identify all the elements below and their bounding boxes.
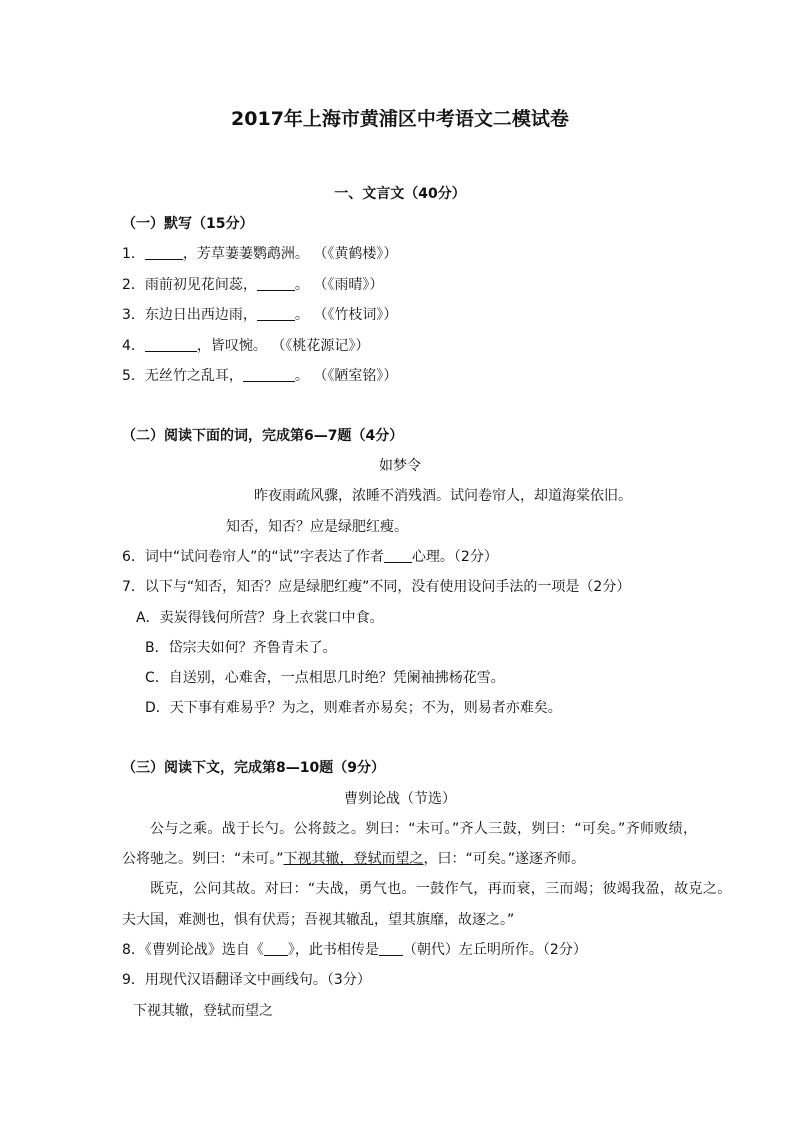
- passage-line: 既克，公问其故。对曰：“夫战，勇气也。一鼓作气，再而衰，三而竭；彼竭我盈，故克之。: [150, 881, 732, 897]
- question-text: 。 （《竹枝词》）: [294, 307, 398, 323]
- section-heading-classical-chinese: 一、文言文（40分）: [334, 186, 466, 202]
- underlined-sentence: 下视其辙，登轼而望之: [283, 851, 424, 867]
- part2-heading: （二）阅读下面的词，完成第6—7题（4分）: [122, 428, 404, 444]
- poem-line: 昨夜雨疏风骤，浓睡不消残酒。试问卷帘人，却道海棠依旧。: [254, 488, 632, 504]
- question-4: [122, 337, 369, 355]
- question-number: 4．: [122, 338, 145, 354]
- question-text: 无丝竹之乱耳，: [144, 368, 243, 384]
- option-a: A．卖炭得钱何所营？身上衣裳口中食。: [136, 610, 384, 626]
- option-c: C．自送别，心难舍，一点相思几时绝？凭阑袖拂杨花雪。: [145, 670, 505, 686]
- answer-blank: [257, 306, 295, 321]
- answer-blank: [257, 276, 295, 291]
- answer-blank: [384, 548, 412, 563]
- question-number: 2．: [122, 277, 145, 293]
- question-text: 》，此书相传是: [287, 942, 379, 958]
- question-1: [122, 245, 397, 263]
- question-text: 6．词中“试问卷帘人”的“试”字表达了作者: [122, 549, 384, 565]
- option-b: B．岱宗夫如何？齐鲁青未了。: [145, 640, 337, 656]
- translation-sentence: 下视其辙，登轼而望之: [133, 1003, 273, 1019]
- page-title: 2017年上海市黄浦区中考语文二模试卷: [231, 108, 569, 130]
- question-number: 5．: [122, 368, 145, 384]
- question-text: 雨前初见花间蕊，: [144, 277, 257, 293]
- answer-blank: [145, 245, 183, 260]
- passage-title: 曹刿论战（节选）: [344, 791, 456, 807]
- answer-blank: [243, 367, 295, 382]
- passage-text: ，曰：“可矣。”遂逐齐师。: [423, 851, 586, 867]
- answer-blank: [379, 941, 403, 956]
- passage-text: 公将驰之。刿曰：“未可。”: [122, 851, 284, 867]
- question-6: [122, 548, 498, 566]
- part3-heading: （三）阅读下文，完成第8—10题（9分）: [122, 760, 385, 776]
- question-text: （朝代）左丘明所作。（2分）: [402, 942, 587, 958]
- option-d: D．天下事有难易乎？为之，则难者亦易矣；不为，则易者亦难矣。: [145, 700, 562, 716]
- question-text: 。 （《雨晴》）: [294, 277, 384, 293]
- answer-blank: [264, 941, 288, 956]
- poem-title: 如梦令: [379, 458, 421, 474]
- question-5: [122, 367, 397, 385]
- question-7: 7．以下与“知否，知否？应是绿肥红瘦”不同，没有使用设问手法的一项是（2分）: [122, 579, 631, 595]
- question-9: 9．用现代汉语翻译文中画线句。（3分）: [122, 972, 371, 988]
- passage-line: 公与之乘。战于长勺。公将鼓之。刿曰：“未可。”齐人三鼓，刿曰：“可矣。”齐师败绩，: [150, 821, 698, 837]
- question-text: ，芳草萋萋鹦鹉洲。 （《黄鹤楼》）: [182, 246, 398, 262]
- question-text: 8．《曹刿论战》选自《: [122, 942, 264, 958]
- poem-line: 知否，知否？应是绿肥红瘦。: [226, 519, 408, 535]
- passage-line: [122, 850, 585, 868]
- question-number: 1．: [122, 246, 145, 262]
- part1-heading: （一）默写（15分）: [122, 216, 254, 232]
- question-number: 3．: [122, 307, 145, 323]
- question-text: ，皆叹惋。 （《桃花源记》）: [196, 338, 370, 354]
- question-8: [122, 941, 587, 959]
- question-2: [122, 276, 383, 294]
- question-text: 心理。（2分）: [411, 549, 498, 565]
- answer-blank: [145, 337, 197, 352]
- question-3: [122, 306, 397, 324]
- question-text: 。 （《陋室铭》）: [294, 368, 398, 384]
- question-text: 东边日出西边雨，: [144, 307, 257, 323]
- passage-line: 夫大国，难测也，惧有伏焉；吾视其辙乱，望其旗靡，故逐之。”: [122, 912, 515, 928]
